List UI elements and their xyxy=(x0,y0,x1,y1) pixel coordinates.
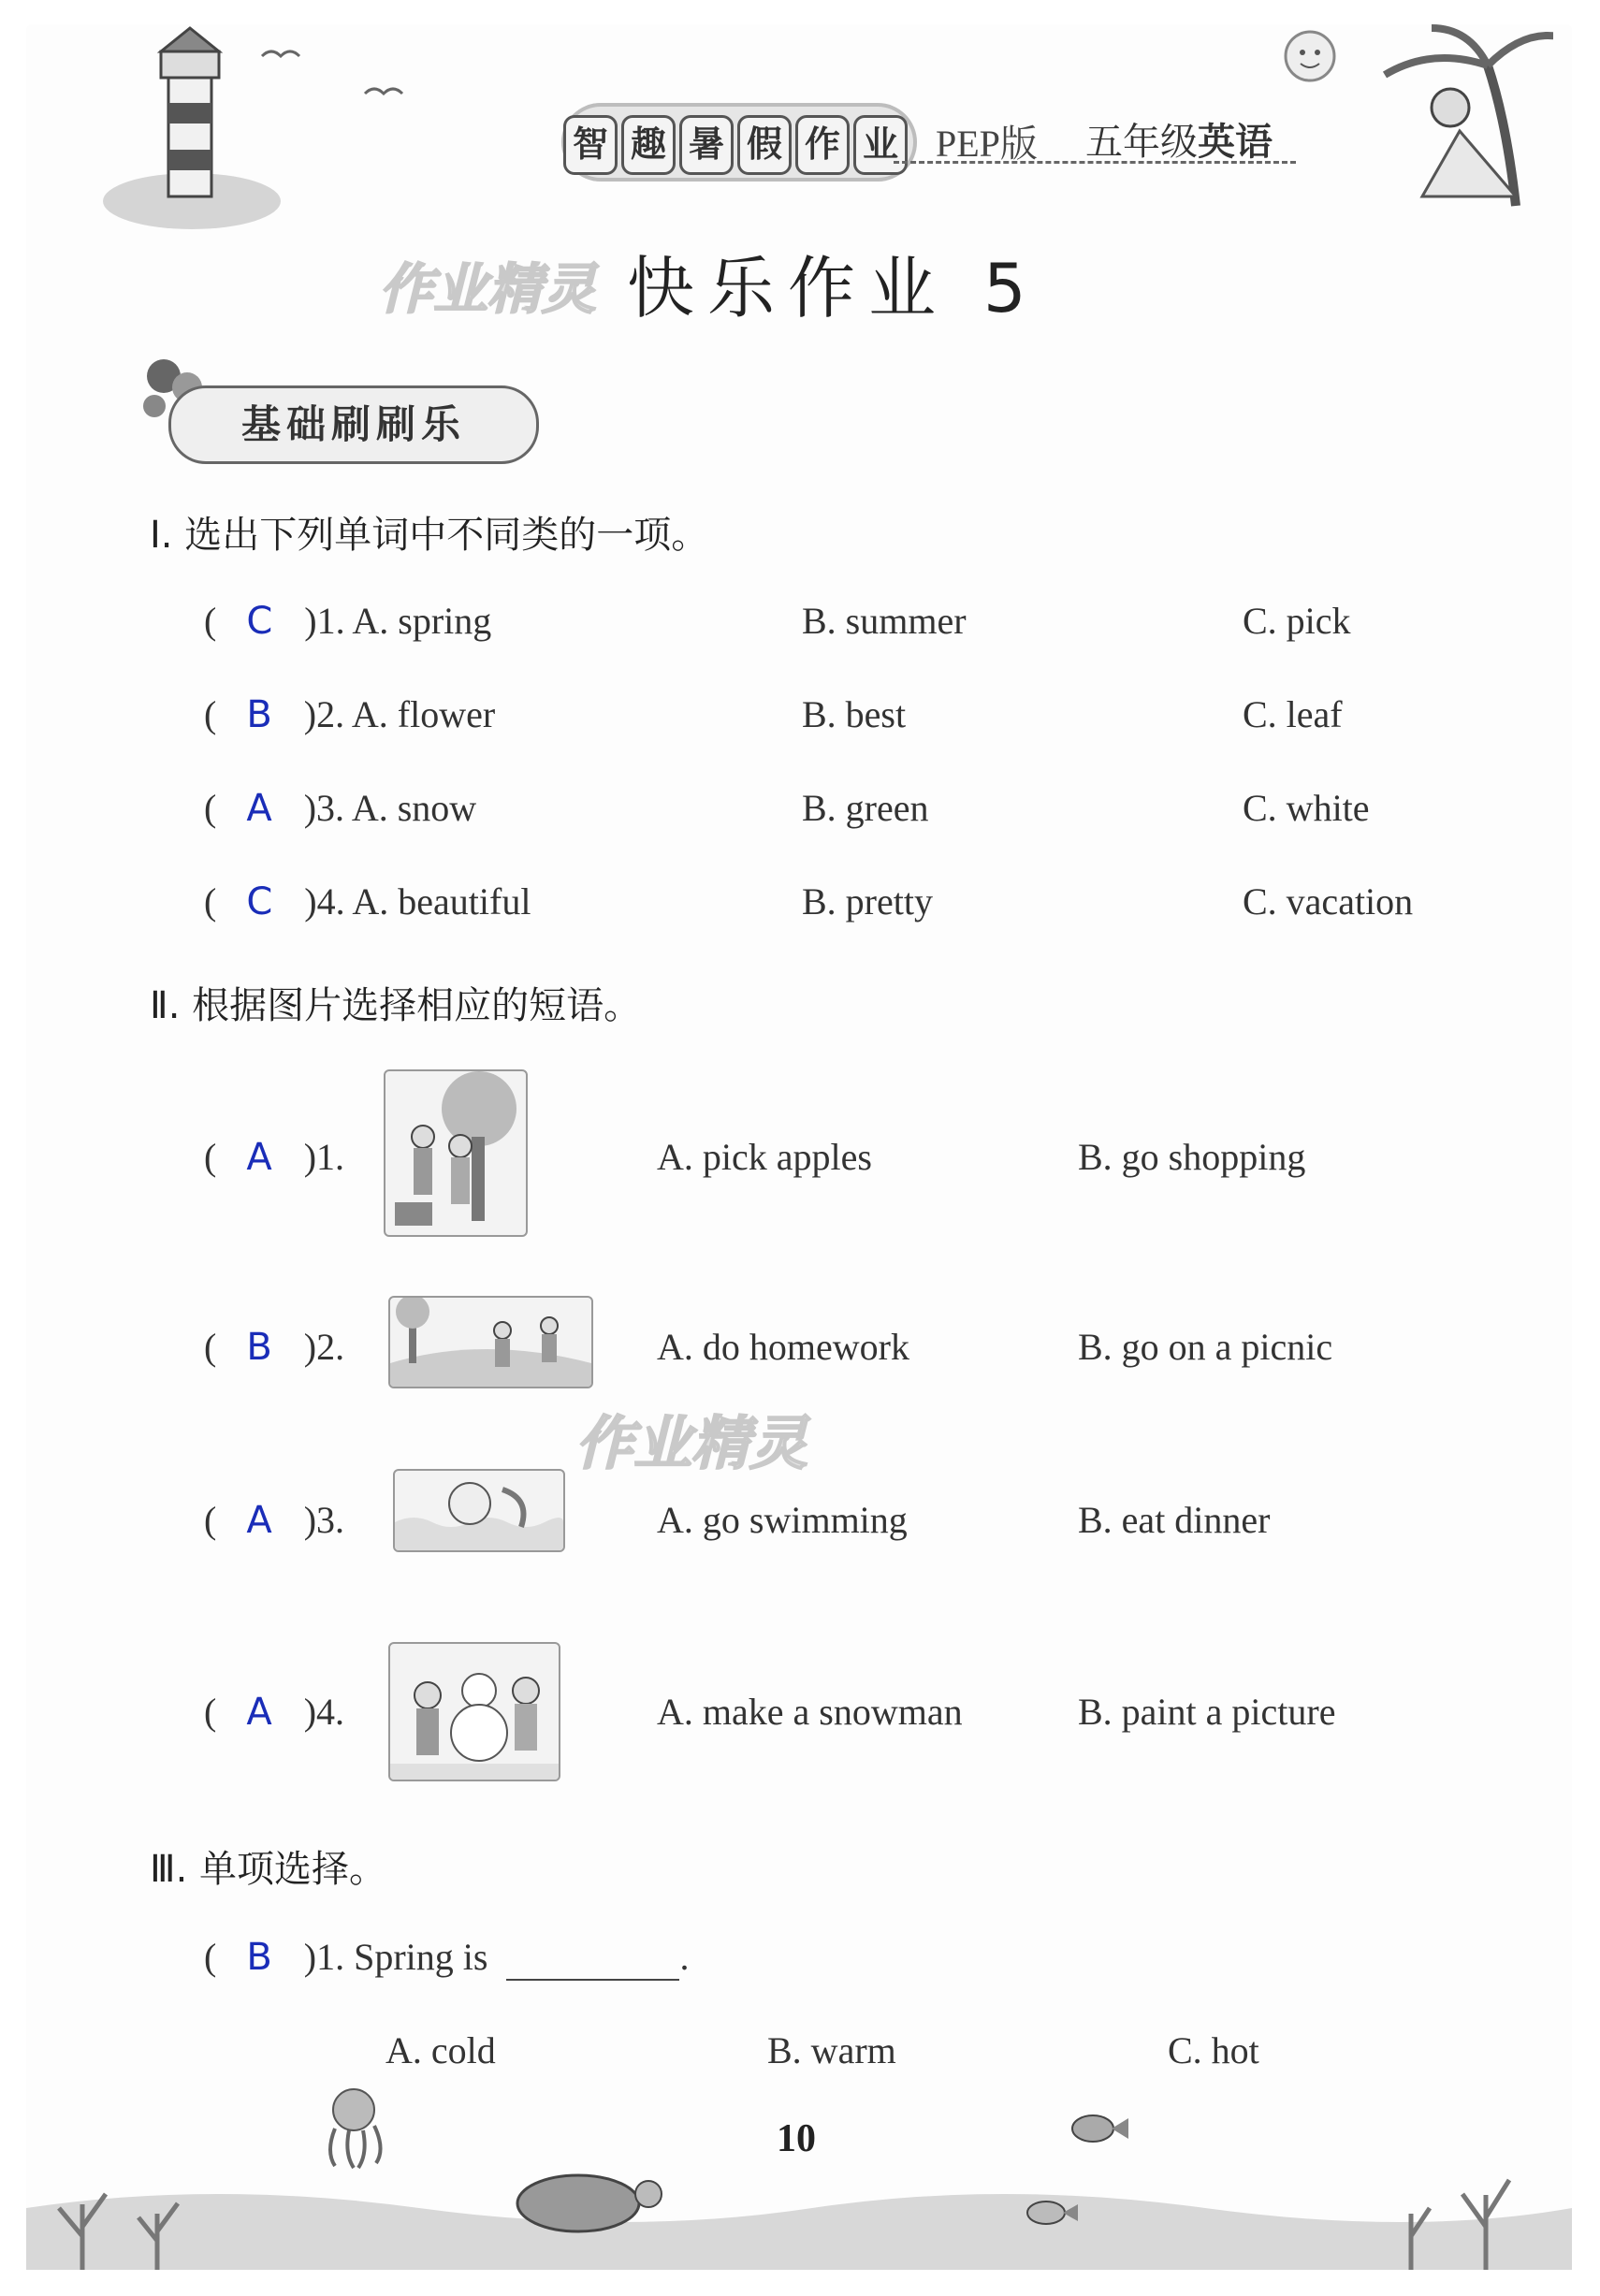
option-b: B. warm xyxy=(767,2029,896,2071)
option-b: B. summer xyxy=(802,600,967,642)
paren-open: ( xyxy=(204,693,217,735)
question-end: . xyxy=(679,1936,690,1978)
option-b: B. eat dinner xyxy=(1078,1499,1271,1541)
answer: B xyxy=(246,1936,272,1979)
option-b: B. paint a picture xyxy=(1078,1691,1336,1733)
question-number: )4. xyxy=(303,1691,345,1733)
brand-char: 暑 xyxy=(679,115,734,175)
header-divider xyxy=(894,161,1296,164)
paren-open: ( xyxy=(204,787,217,829)
option-b: B. green xyxy=(802,787,929,829)
answer: A xyxy=(246,1136,272,1179)
answer: A xyxy=(246,1499,272,1542)
answer: B xyxy=(246,1326,272,1369)
page-title: 快乐作业 5 xyxy=(627,249,1040,327)
grade-prefix: 五年级 xyxy=(1085,121,1198,164)
option-a: A. make a snowman xyxy=(657,1691,963,1733)
part2-row xyxy=(204,1135,344,1179)
option-b: B. go on a picnic xyxy=(1078,1326,1333,1368)
question-a: )2. A. flower xyxy=(303,693,496,735)
answer: C xyxy=(246,880,273,923)
bird-icon xyxy=(262,51,402,94)
part2-row xyxy=(204,1325,344,1369)
swimming-picture-icon xyxy=(393,1469,565,1552)
brand-char: 作 xyxy=(795,115,850,175)
paren-open: ( xyxy=(204,1691,217,1733)
sun-icon xyxy=(1286,32,1334,80)
option-c: C. vacation xyxy=(1243,880,1414,923)
option-a: A. go swimming xyxy=(657,1499,908,1541)
answer: C xyxy=(246,600,273,643)
answer-blank xyxy=(506,1935,679,1981)
snowman-picture-icon xyxy=(388,1642,560,1781)
watermark: 作业精灵 xyxy=(379,257,597,321)
option-b: B. go shopping xyxy=(1078,1136,1306,1178)
paren-open: ( xyxy=(204,600,217,642)
option-b: B. pretty xyxy=(802,880,933,923)
answer: A xyxy=(246,1691,272,1734)
brand-char: 智 xyxy=(563,115,618,175)
section-badge: 基础刷刷乐 xyxy=(168,385,539,464)
paren-open: ( xyxy=(204,1136,217,1178)
part2-row xyxy=(204,1690,344,1734)
part1-row xyxy=(204,879,531,923)
option-a: A. pick apples xyxy=(657,1136,872,1178)
part1-heading: Ⅰ. 选出下列单词中不同类的一项。 xyxy=(150,514,709,557)
option-a: A. cold xyxy=(385,2029,496,2071)
brand-char: 趣 xyxy=(621,115,676,175)
lighthouse-icon xyxy=(103,28,281,229)
brand-banner xyxy=(561,103,917,182)
page-number: 10 xyxy=(777,2117,816,2160)
question-number: )3. xyxy=(303,1499,345,1541)
grade-subject: 英语 xyxy=(1198,121,1273,164)
question-a: )4. A. beautiful xyxy=(304,880,531,923)
edition-label: PEP版 xyxy=(936,123,1038,165)
apple-picking-picture-icon xyxy=(384,1069,528,1237)
option-b: B. best xyxy=(802,693,907,735)
part1-row xyxy=(204,786,476,830)
part3-heading: Ⅲ. 单项选择。 xyxy=(150,1848,387,1891)
part3-row xyxy=(204,1935,689,1981)
paren-open: ( xyxy=(204,880,217,923)
question-a: )1. A. spring xyxy=(304,600,492,642)
part2-row xyxy=(204,1498,344,1542)
brand-char: 假 xyxy=(737,115,792,175)
part1-row xyxy=(204,692,495,736)
question-stem: )1. Spring is xyxy=(303,1936,488,1978)
question-number: )1. xyxy=(303,1136,345,1178)
octopus-icon xyxy=(330,2089,381,2168)
paren-open: ( xyxy=(204,1936,217,1978)
question-a: )3. A. snow xyxy=(303,787,477,829)
option-a: A. do homework xyxy=(657,1326,909,1368)
option-c: C. pick xyxy=(1243,600,1351,642)
footer-decoration xyxy=(26,2077,1572,2270)
part2-heading: Ⅱ. 根据图片选择相应的短语。 xyxy=(150,984,642,1027)
grade-label xyxy=(1085,112,1273,166)
brand-char: 业 xyxy=(853,115,908,175)
option-c: C. white xyxy=(1243,787,1370,829)
paren-open: ( xyxy=(204,1499,217,1541)
option-c: C. leaf xyxy=(1243,693,1343,735)
option-c: C. hot xyxy=(1168,2029,1259,2071)
question-number: )2. xyxy=(303,1326,345,1368)
watermark: 作业精灵 xyxy=(575,1409,808,1477)
part1-row xyxy=(204,599,491,643)
answer: A xyxy=(246,787,272,830)
paren-open: ( xyxy=(204,1326,217,1368)
answer: B xyxy=(246,693,272,736)
picnic-picture-icon xyxy=(388,1296,593,1388)
